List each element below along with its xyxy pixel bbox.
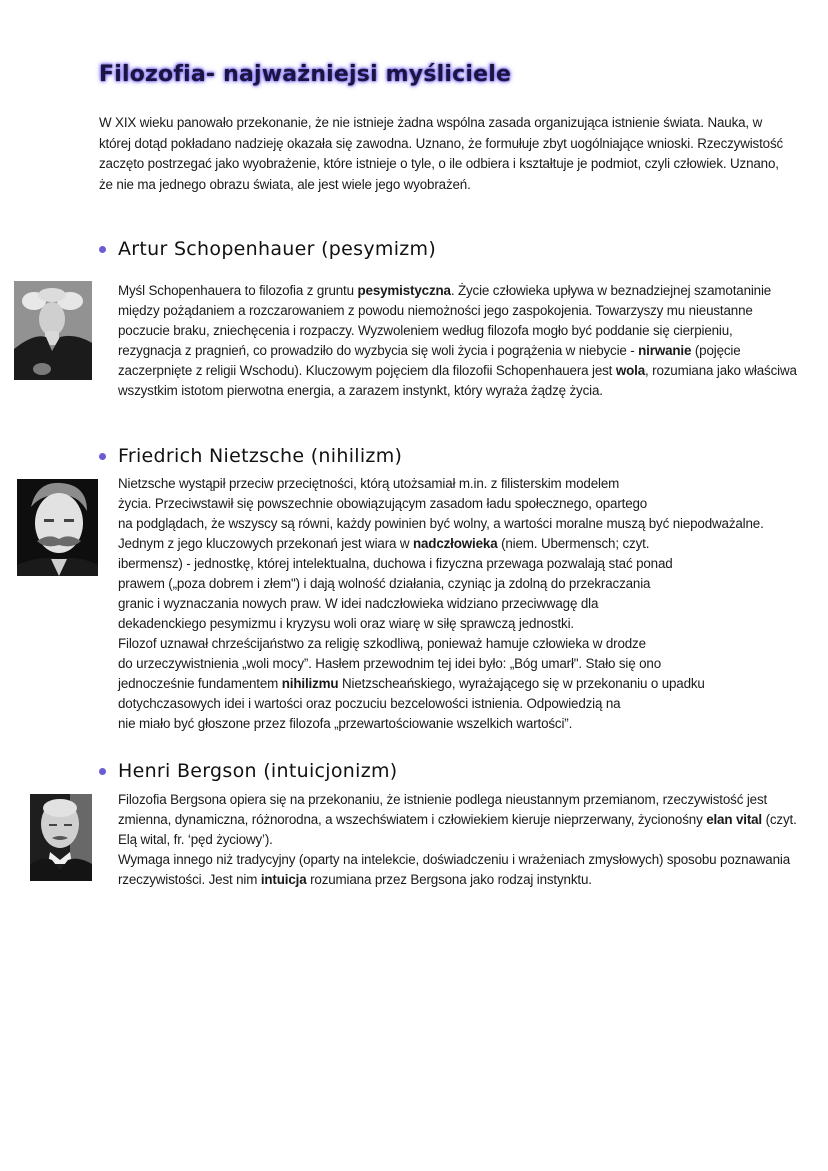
page-title: Filozofia- najważniejsi myśliciele bbox=[99, 62, 512, 87]
portrait-schopenhauer bbox=[14, 281, 92, 380]
section-text: Filozofia Bergsona opiera się na przekonaniu, że istnienie podlega nieustannym przemianom, rzeczywistość jest zmienna, dynamiczna, różnorodna, a wszechświatem i człowiekiem kieruje nieprzerwany, życionośny elan vital (czyt. Elą wital, fr. ‘pęd życiowy’). Wymaga innego niż tradycyjny (oparty na intelekcie, doświadczeniu i wrażeniach zmysłowych) sposobu poznawania rzeczywistości. Jest nim intuicja rozumiana przez Bergsona jako rodzaj instynktu. bbox=[118, 792, 797, 887]
section-heading-text: Artur Schopenhauer (pesymizm) bbox=[118, 238, 437, 260]
portrait-image-icon bbox=[14, 281, 92, 380]
section-heading-text: Henri Bergson (intuicjonizm) bbox=[118, 760, 398, 782]
section-heading bbox=[99, 445, 402, 467]
portrait-nietzsche bbox=[17, 479, 98, 576]
bullet-icon bbox=[99, 453, 106, 460]
portrait-bergson bbox=[30, 794, 92, 881]
portrait-image-icon bbox=[30, 794, 92, 881]
section-heading bbox=[99, 760, 397, 782]
section-text: Myśl Schopenhauera to filozofia z gruntu pesymistyczna. Życie człowieka upływa w beznadziejnej szamotaninie między pożądaniem a rozczarowaniem z powodu niemożności jego zaspokojenia. Towarzyszy mu nieustanne poczucie braku, zniechęcenia i rozpaczy. Wyzwoleniem według filozofa mogło być poddanie się cierpieniu, rezygnacja z pragnień, co prowadziło do wyzbycia się woli życia i pogrążenia w niebycie - nirwanie (pojęcie zaczerpnięte z religii Wschodu). Kluczowym pojęciem dla filozofii Schopenhauera jest wola, rozumiana jako właściwa wszystkim istotom pierwotna energia, a zarazem instynkt, który wyraża żądzę życia. bbox=[118, 283, 797, 398]
section-heading-text: Friedrich Nietzsche (nihilizm) bbox=[118, 445, 403, 467]
section-text: Nietzsche wystąpił przeciw przeciętności, którą utożsamiał m.in. z filisterskim modelem życia. Przeciwstawił się powszechnie obowiązującym zasadom ładu społecznego, opartego na podglądach, że wszyscy są równi, każdy powinien być wolny, a wartości moralne muszą być niepodważalne. Jednym z jego kluczowych przekonań jest wiara w nadczłowieka (niem. Ubermensch; czyt. ibermensz) - jednostkę, której intelektualna, duchowa i fizyczna przewaga pozwalają stać ponad prawem („poza dobrem i złem") i dają wolność działania, czyniąc ja zdolną do przekraczania granic i wyznaczania nowych praw. W idei nadczłowieka widziano przeciwwagę dla dekadenckiego pesymizmu i kryzysu woli oraz wiarę w siłę sprawczą jednostki. Filozof uznawał chrześcijaństwo za religię szkodliwą, ponieważ hamuje człowieka w drodze do urzeczywistnienia „woli mocy”. Hasłem przewodnim tej idei było: „Bóg umarł". Stało się ono jednocześnie fundamentem nihilizmu Nietzscheańskiego, wyrażającego się w przekonaniu o upadku dotychczasowych idei i wartości oraz poczuciu bezcelowości istnienia. Odpowiedzią na nie miało być głoszone przez filozofa „przewartościowanie wszelkich wartości”. bbox=[118, 476, 764, 731]
bullet-icon bbox=[99, 246, 106, 253]
bullet-icon bbox=[99, 768, 106, 775]
section-heading bbox=[99, 238, 436, 260]
intro-paragraph: W XIX wieku panowało przekonanie, że nie istnieje żadna wspólna zasada organizująca istnienie świata. Nauka, w której dotąd pokładano nadzieję okazała się zawodna. Uznano, że formułuje zbyt uogólniające wnioski. Rzeczywistość zaczęto postrzegać jako wyobrażenie, które istnieje o tyle, o ile odbiera i kształtuje je podmiot, czyli człowiek. Uznano, że nie ma jednego obrazu świata, ale jest wiele jego wyobrażeń. bbox=[99, 115, 784, 192]
portrait-image-icon bbox=[17, 479, 98, 576]
